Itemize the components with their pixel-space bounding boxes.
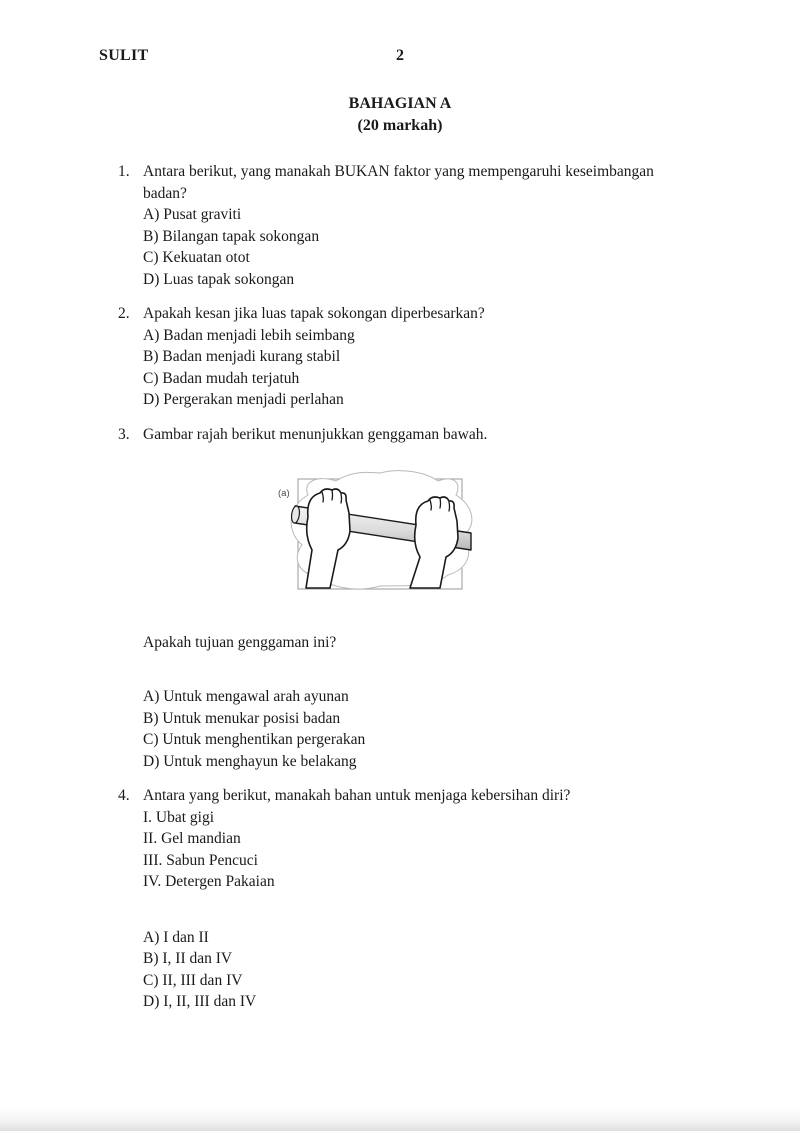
section-name: BAHAGIAN A bbox=[348, 95, 452, 112]
question-3-options bbox=[143, 686, 688, 772]
question-3-option-b: B) Untuk menukar posisi badan bbox=[143, 709, 341, 727]
question-4-item-ii: II. Gel mandian bbox=[143, 830, 241, 847]
scan-bottom-shadow bbox=[0, 1107, 800, 1131]
question-3-text: Gambar rajah berikut menunjukkan genggaman bawah. bbox=[143, 425, 488, 443]
question-list bbox=[118, 161, 718, 1026]
question-3-option-c: C) Untuk menghentikan pergerakan bbox=[143, 731, 366, 748]
question-1-option-a: A) Pusat graviti bbox=[143, 206, 242, 223]
question-2 bbox=[118, 303, 718, 411]
question-2-option-b: B) Badan menjadi kurang stabil bbox=[143, 348, 341, 365]
question-3-subquestion: Apakah tujuan genggaman ini? bbox=[143, 633, 337, 651]
question-2-number: 2. bbox=[118, 305, 130, 322]
section-marks: (20 markah) bbox=[357, 117, 443, 134]
page-header bbox=[0, 47, 800, 67]
question-2-body bbox=[143, 303, 688, 411]
undergrip-figure bbox=[143, 465, 688, 612]
undergrip-figure-svg bbox=[274, 465, 484, 605]
question-4-option-d: D) I, II, III dan IV bbox=[143, 993, 257, 1010]
question-3-option-d: D) Untuk menghayun ke belakang bbox=[143, 752, 357, 770]
question-2-option-c: C) Badan mudah terjatuh bbox=[143, 369, 300, 387]
question-3-option-a: A) Untuk mengawal arah ayunan bbox=[143, 688, 349, 705]
question-3-number: 3. bbox=[118, 425, 130, 443]
question-1 bbox=[118, 161, 718, 290]
question-4-option-b: B) I, II dan IV bbox=[143, 950, 233, 967]
question-2-option-d: D) Pergerakan menjadi perlahan bbox=[143, 391, 344, 408]
question-1-text: Antara berikut, yang manakah BUKAN faktor yang mempengaruhi keseimbangan badan? bbox=[143, 163, 654, 202]
question-4-body bbox=[143, 785, 688, 1013]
question-4-item-i: I. Ubat gigi bbox=[143, 808, 215, 826]
question-1-body bbox=[143, 161, 688, 290]
question-1-option-d: D) Luas tapak sokongan bbox=[143, 270, 295, 288]
question-4-option-a: A) I dan II bbox=[143, 928, 209, 946]
page-number: 2 bbox=[396, 47, 404, 64]
question-4-number: 4. bbox=[118, 787, 130, 804]
figure-label: (a) bbox=[277, 488, 290, 499]
question-4-item-iv: IV. Detergen Pakaian bbox=[143, 873, 275, 890]
question-1-option-b: B) Bilangan tapak sokongan bbox=[143, 227, 320, 245]
question-2-option-a: A) Badan menjadi lebih seimbang bbox=[143, 326, 355, 344]
question-4-option-c: C) II, III dan IV bbox=[143, 971, 243, 989]
section-title-block bbox=[0, 93, 800, 137]
question-4-text: Antara yang berikut, manakah bahan untuk menjaga kebersihan diri? bbox=[143, 787, 571, 804]
question-3-body bbox=[143, 424, 688, 773]
classification-label: SULIT bbox=[99, 47, 149, 64]
question-4-item-iii: III. Sabun Pencuci bbox=[143, 851, 258, 869]
question-1-number: 1. bbox=[118, 163, 130, 180]
question-4-options bbox=[143, 927, 688, 1013]
question-4 bbox=[118, 785, 718, 1013]
question-2-text: Apakah kesan jika luas tapak sokongan diperbesarkan? bbox=[143, 305, 485, 322]
question-3 bbox=[118, 424, 718, 773]
question-1-option-c: C) Kekuatan otot bbox=[143, 249, 250, 266]
